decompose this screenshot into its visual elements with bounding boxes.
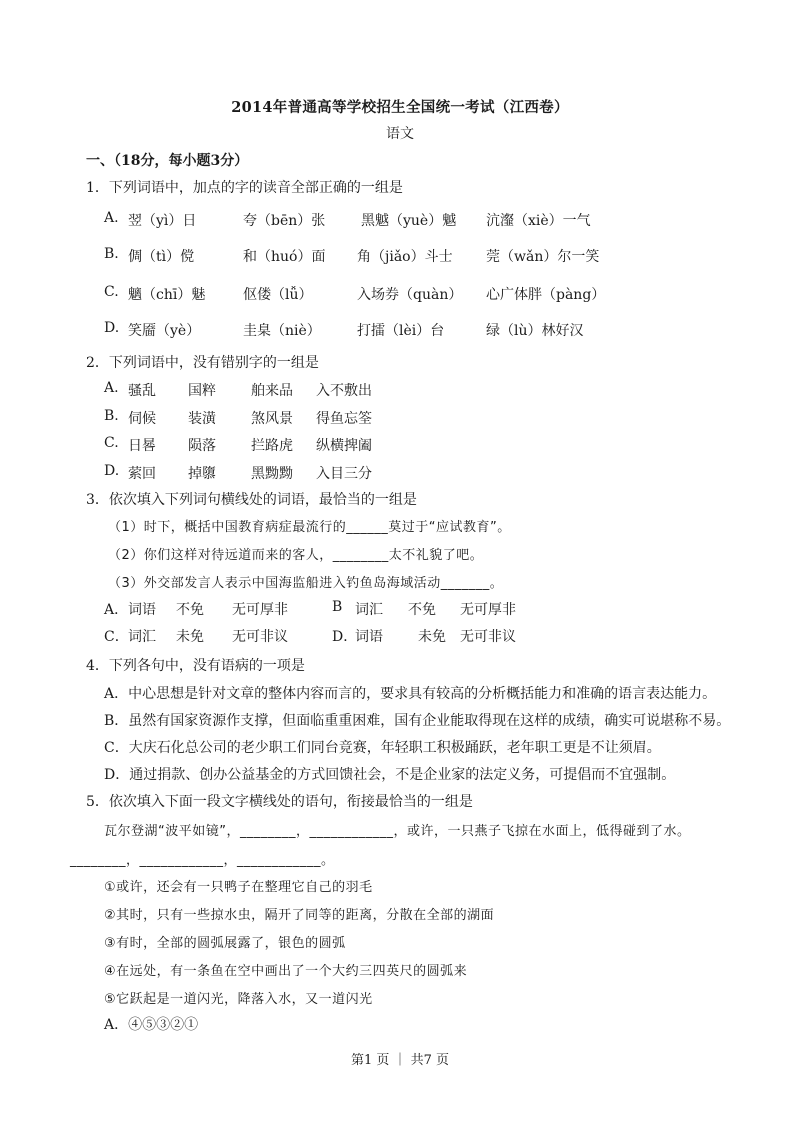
q2-option-c-item: 纵横捭阖 [316, 438, 372, 454]
q1-option-b-item: 角（jiǎo）斗士 [357, 249, 453, 265]
q1-option-d-item: 笑靥（yè） [128, 323, 201, 339]
question-5-stem: 5．依次填入下面一段文字横线处的语句，衔接最恰当的一组是 [86, 794, 473, 810]
q1-option-d-label: D. [104, 320, 120, 336]
q1-option-a-item: 翌（yì）日 [128, 213, 197, 229]
q2-option-c-item: 陨落 [188, 438, 216, 454]
question-1-stem: 1．下列词语中，加点的字的读音全部正确的一组是 [86, 180, 403, 196]
q3-line-2: （2）你们这样对待远道而来的客人，________太不礼貌了吧。 [108, 548, 484, 563]
q1-option-b-item: 和（huó）面 [243, 249, 326, 265]
q2-option-d-item: 萦回 [128, 466, 156, 482]
q5-item-3: ③有时，全部的圆弧展露了，银色的圆弧 [104, 936, 346, 951]
q1-option-d-item: 圭臬（niè） [243, 323, 321, 339]
q3-option-c-label: C． [104, 629, 129, 645]
q1-option-a-item: 夸（bēn）张 [243, 213, 326, 229]
subject-label: 语文 [386, 126, 414, 142]
q3-option-d-label: D． [332, 629, 358, 645]
question-3-stem: 3．依次填入下列词句横线处的词语，最恰当的一组是 [86, 492, 417, 508]
q3-option-d-item: 词语 [355, 629, 383, 645]
q2-option-b-item: 装潢 [188, 411, 216, 427]
q4-option-d: D．通过捐款、创办公益基金的方式回馈社会，不是企业家的法定义务，可提倡而不宜强制。 [104, 767, 676, 783]
page-title: 2014年普通高等学校招生全国统一考试（江西卷） [231, 99, 569, 116]
q3-option-b-label: B [332, 599, 343, 615]
q2-option-b-label: B. [104, 408, 119, 424]
q2-option-b-item: 煞风景 [251, 411, 293, 427]
q1-option-a-item: 黑魆（yuè）魆 [361, 213, 457, 229]
q4-option-b: B．虽然有国家资源作支撑，但面临重重困难，国有企业能取得现在这样的成绩，确实可说堪称不易。 [104, 713, 731, 729]
q3-option-a-item: 词语 [128, 602, 156, 618]
q1-option-a-item: 沆瀣（xiè）一气 [486, 213, 591, 229]
q3-option-a-label: A． [104, 602, 129, 618]
q2-option-a-item: 舶来品 [251, 383, 293, 399]
q4-option-a: A．中心思想是针对文章的整体内容而言的，要求具有较高的分析概括能力和准确的语言表达能力。 [104, 686, 717, 702]
q1-option-b-label: B. [104, 246, 119, 262]
q3-option-c-item: 未免 [176, 629, 204, 645]
question-4-stem: 4．下列各句中，没有语病的一项是 [86, 658, 305, 674]
q5-option-a: A．④⑤③②① [104, 1017, 199, 1033]
q5-item-2: ②其时，只有一些掠水虫，隔开了同等的距离，分散在全部的湖面 [104, 908, 495, 923]
q2-option-d-label: D. [104, 463, 120, 479]
q5-passage-line-1: 瓦尔登湖“波平如镜”，________，____________，或许，一只燕子飞掠在水面上，低得碰到了水。 [104, 824, 691, 839]
q5-item-1: ①或许，还会有一只鸭子在整理它自己的羽毛 [104, 880, 373, 895]
q1-option-d-item: 绿（lù）林好汉 [486, 323, 584, 339]
q3-option-d-item: 未免 [418, 629, 446, 645]
q3-option-b-item: 词汇 [355, 602, 383, 618]
q2-option-a-item: 入不敷出 [316, 383, 372, 399]
q2-option-b-item: 得鱼忘筌 [316, 411, 372, 427]
q2-option-c-item: 拦路虎 [251, 438, 293, 454]
q4-option-c: C．大庆石化总公司的老少职工们同台竞赛，年轻职工积极踊跃，老年职工更是不让须眉。 [104, 740, 661, 756]
q1-option-c-item: 入场券（quàn） [357, 287, 463, 303]
question-2-stem: 2．下列词语中，没有错别字的一组是 [86, 355, 319, 371]
q3-option-c-item: 词汇 [128, 629, 156, 645]
q3-option-d-item: 无可非议 [460, 629, 516, 645]
q3-option-c-item: 无可非议 [232, 629, 288, 645]
q1-option-c-label: C. [104, 284, 119, 300]
q2-option-c-label: C. [104, 435, 119, 451]
q2-option-d-item: 掉隳 [188, 466, 216, 482]
q2-option-b-item: 伺候 [128, 411, 156, 427]
q3-line-3: （3）外交部发言人表示中国海监船进入钓鱼岛海域活动_______。 [108, 576, 504, 591]
q3-option-a-item: 无可厚非 [232, 602, 288, 618]
page-footer: 第1 页 ｜ 共7 页 [350, 1053, 450, 1068]
q3-option-b-item: 无可厚非 [460, 602, 516, 618]
q2-option-d-item: 黑黝黝 [251, 466, 293, 482]
q1-option-b-item: 莞（wǎn）尔一笑 [486, 249, 600, 265]
q2-option-a-item: 骚乱 [128, 383, 156, 399]
q3-line-1: （1）时下，概括中国教育病症最流行的______莫过于“应试教育”。 [108, 520, 511, 535]
q3-option-a-item: 不免 [176, 602, 204, 618]
q2-option-a-label: A. [104, 380, 119, 396]
q5-item-5: ⑤它跃起是一道闪光，降落入水，又一道闪光 [104, 992, 373, 1007]
q1-option-a-label: A. [104, 210, 119, 226]
q1-option-b-item: 倜（tì）傥 [128, 249, 195, 265]
q5-item-4: ④在远处，有一条鱼在空中画出了一个大约三四英尺的圆弧来 [104, 964, 468, 979]
section-heading: 一、（18分，每小题3分） [86, 153, 249, 169]
q3-option-b-item: 不免 [408, 602, 436, 618]
q5-passage-line-2: ________，____________，____________。 [70, 853, 335, 868]
q1-option-d-item: 打擂（lèi）台 [357, 323, 445, 339]
q2-option-c-item: 日晷 [128, 438, 156, 454]
q2-option-a-item: 国粹 [188, 383, 216, 399]
q2-option-d-item: 入目三分 [316, 466, 372, 482]
q1-option-c-item: 心广体胖（pàng） [486, 287, 606, 303]
q1-option-c-item: 魑（chī）魅 [128, 287, 206, 303]
q1-option-c-item: 伛偻（lǚ） [243, 287, 313, 303]
